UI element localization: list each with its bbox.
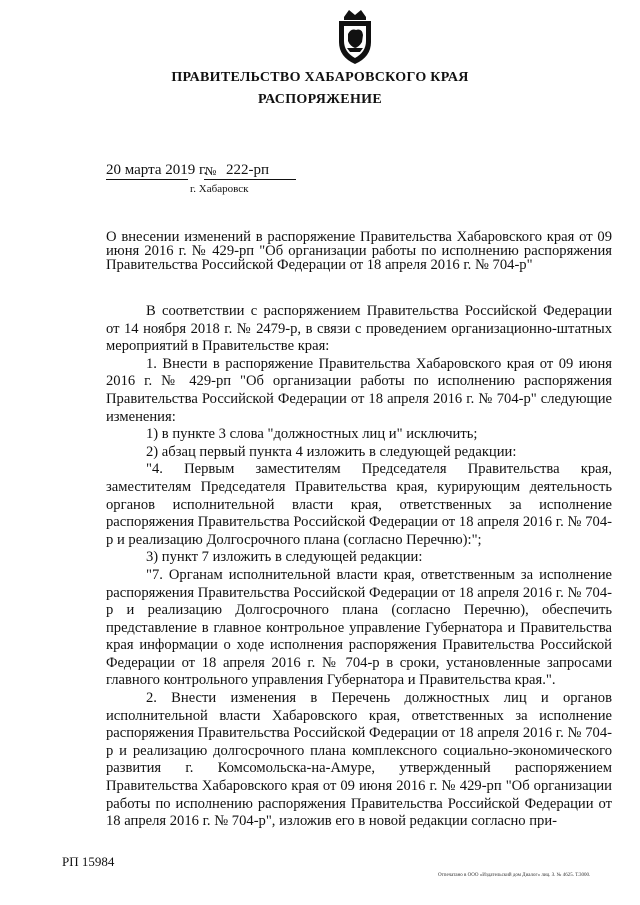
body-paragraph: 3) пункт 7 изложить в следующей редакции:: [146, 549, 423, 566]
government-title: ПРАВИТЕЛЬСТВО ХАБАРОВСКОГО КРАЯ: [171, 70, 469, 85]
coat-of-arms-icon: [330, 8, 380, 66]
number-underline: [204, 179, 296, 180]
document-date: 20 марта 2019 г.: [106, 162, 208, 178]
body-paragraph: В соответствии с распоряжением Правительства Российской Федерации от 14 ноября 2018 г. № 2479-р, в связи с проведением организационно-штатных мероприятий в Правительстве края:: [106, 303, 612, 355]
document-code: РП 15984: [62, 854, 115, 869]
body-paragraph: 2) абзац первый пункта 4 изложить в следующей редакции:: [146, 443, 517, 460]
document-body: [106, 303, 612, 831]
date-underline: [106, 179, 188, 180]
document-type-title: РАСПОРЯЖЕНИЕ: [258, 92, 382, 107]
number-sign: №: [205, 164, 217, 178]
print-note: Отпечатано в ООО «Издательский дом Диалог» лиц. З. № 4625. Т.3000.: [438, 873, 591, 878]
body-paragraph: "4. Первым заместителям Председателя Правительства края, заместителям Председателя Правительства края, курирующим деятельность органов исполнительной власти края, ответственных за исполнение распоряжения Правительства Российской Федерации от 18 апреля 2016 г. № 704-р и реализацию Долгосрочного плана (согласно Перечню):";: [106, 461, 612, 548]
document-number: 222-рп: [226, 162, 270, 178]
body-paragraph: "7. Органам исполнительной власти края, ответственным за исполнение распоряжения Правительства Российской Федерации от 18 апреля 2016 г. № 704-р и реализацию Долгосрочного плана (согласно Перечню), обеспечить представление в главное контрольное управление Губернатора и Правительства края информации о ходе исполнения распоряжения Правительства Российской Федерации от 18 апреля 2016 г. № 704-р в сроки, установленные запросами главного контрольного управления Губернатора и Правительства края.".: [106, 566, 612, 689]
body-paragraph: 2. Внести изменения в Перечень должностных лиц и органов исполнительной власти Хабаровского края, ответственных за исполнение распоряжения Правительства Российской Федерации от 18 апреля 2016 г. № 704-р и реализацию долгосрочного плана комплексного социально-экономического развития г. Комсомольска-на-Амуре, утвержденный распоряжением Правительства Хабаровского края от 09 июня 2016 г. № 429-рп "Об организации работы по исполнению распоряжения Правительства Российской Федерации от 18 апреля 2016 г. № 704-р", изложив его в новой редакции согласно при-: [106, 690, 612, 830]
document-subject: О внесении изменений в распоряжение Правительства Хабаровского края от 09 июня 2016 г. № 429-рп "Об организации работы по исполнению распоряжения Правительства Российской Федерации от 18 апреля 2016 г. № 704-р": [106, 229, 612, 273]
document-city: г. Хабаровск: [190, 183, 249, 195]
body-paragraph: 1. Внести в распоряжение Правительства Хабаровского края от 09 июня 2016 г. № 429-рп "Об организации работы по исполнению распоряжения Правительства Российской Федерации от 18 апреля 2016 г. № 704-р" следующие изменения:: [106, 355, 612, 425]
body-paragraph: 1) в пункте 3 слова "должностных лиц и" исключить;: [146, 426, 478, 443]
